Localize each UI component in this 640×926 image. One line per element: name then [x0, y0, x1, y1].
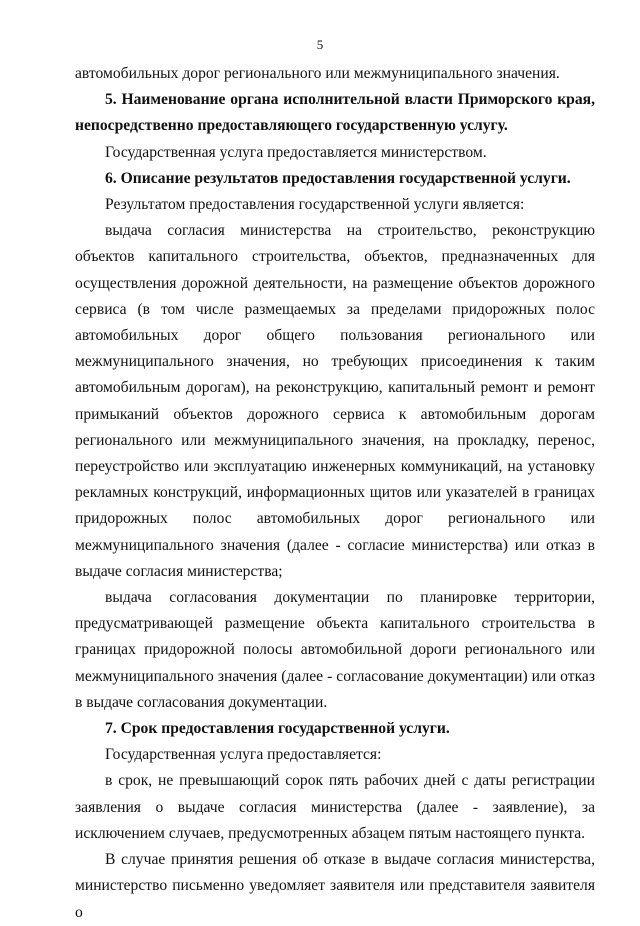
section-heading-5: 5. Наименование органа исполнительной власти Приморского края, непосредственно предоставляющего государственную услугу. [75, 91, 595, 135]
paragraph: в срок, не превышающий сорок пять рабочих дней с даты регистрации заявления о выдаче согласия министерства (далее - заявление), за исключением случаев, предусмотренных абзацем пятым настоящего пункта. [75, 772, 595, 842]
paragraph: В случае принятия решения об отказе в выдаче согласия министерства, министерство письменно уведомляет заявителя или представителя заявителя о [75, 851, 595, 921]
paragraph: выдача согласования документации по планировке территории, предусматривающей размещение объекта капитального строительства в границах придорожной полосы автомобильной дороги регионального или межмуниципального значения (далее - согласование документации) или отказ в выдаче согласования документации. [75, 589, 595, 711]
paragraph: Государственная услуга предоставляется: [105, 746, 382, 764]
paragraph-continuation: автомобильных дорог регионального или межмуниципального значения. [75, 65, 560, 82]
section-heading-7: 7. Срок предоставления государственной услуги. [105, 720, 450, 738]
document-body [75, 61, 595, 926]
paragraph: Государственная услуга предоставляется министерством. [105, 143, 487, 161]
section-heading-6: 6. Описание результатов предоставления государственной услуги. [105, 169, 571, 187]
paragraph: выдача согласия министерства на строительство, реконструкцию объектов капитального строительства, объектов, предназначенных для осуществления дорожной деятельности, на размещение объектов дорожного сервиса (в том числе размещаемых за пределами придорожных полос автомобильных дорог общего пользования регионального или межмуниципального значения, но требующих присоединения к таким автомобильным дорогам), на реконструкцию, капитальный ремонт и ремонт примыканий объектов дорожного сервиса к автомобильным дорогам регионального или межмуниципального значения, на прокладку, перенос, переустройство или эксплуатацию инженерных коммуникаций, на установку рекламных конструкций, информационных щитов или указателей в границах придорожных полос автомобильных дорог регионального или межмуниципального значения (далее - согласие министерства) или отказ в выдаче согласия министерства; [75, 222, 595, 580]
paragraph: Результатом предоставления государственной услуги является: [105, 196, 525, 214]
page-number: 5 [316, 37, 324, 52]
